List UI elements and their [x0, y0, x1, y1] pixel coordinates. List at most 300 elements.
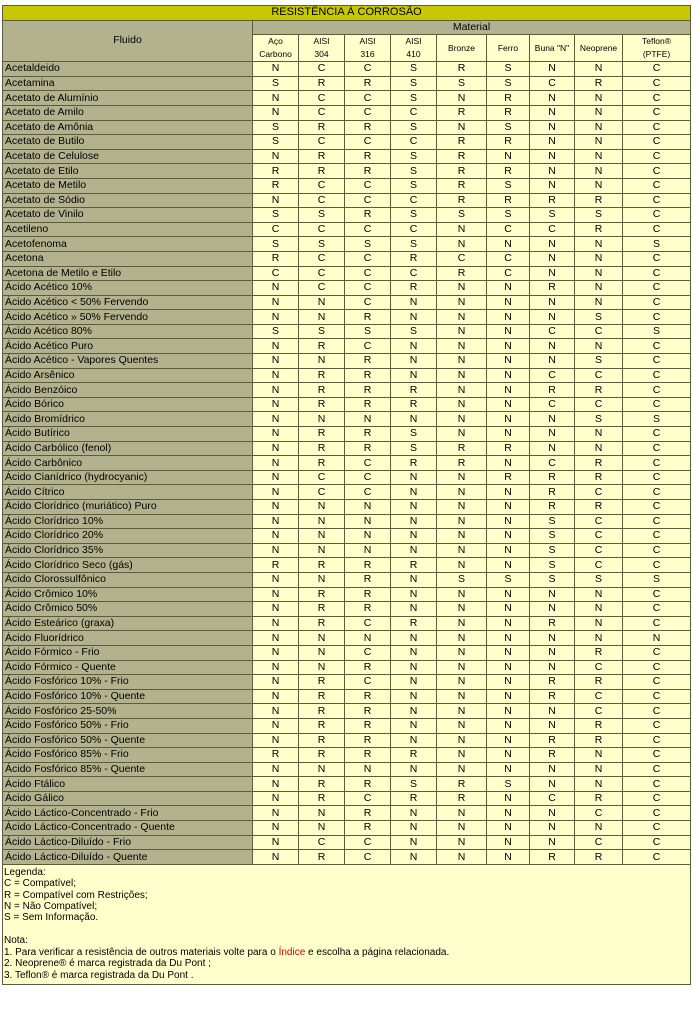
fluid-name: Acetato de Amônia: [3, 120, 253, 135]
corrosion-table: [2, 5, 691, 865]
compatibility-cell: R: [530, 485, 575, 500]
compatibility-cell: N: [530, 821, 575, 836]
table-row: [3, 412, 691, 427]
compatibility-cell: S: [299, 208, 345, 223]
compatibility-cell: N: [575, 149, 623, 164]
compatibility-cell: N: [487, 762, 530, 777]
compatibility-cell: S: [253, 120, 299, 135]
compatibility-cell: R: [299, 602, 345, 617]
compatibility-cell: S: [623, 412, 691, 427]
compatibility-cell: C: [623, 427, 691, 442]
table-row: [3, 733, 691, 748]
compatibility-cell: R: [345, 704, 391, 719]
compatibility-cell: N: [437, 821, 487, 836]
compatibility-cell: C: [299, 835, 345, 850]
compatibility-cell: C: [575, 368, 623, 383]
compatibility-cell: N: [253, 470, 299, 485]
table-row: [3, 572, 691, 587]
compatibility-cell: R: [487, 193, 530, 208]
table-row: [3, 850, 691, 865]
table-row: [3, 631, 691, 646]
compatibility-cell: R: [530, 733, 575, 748]
compatibility-cell: C: [487, 222, 530, 237]
fluid-name: Ácido Benzóico: [3, 383, 253, 398]
compatibility-cell: C: [299, 135, 345, 150]
compatibility-cell: C: [623, 470, 691, 485]
compatibility-cell: R: [575, 718, 623, 733]
compatibility-cell: C: [299, 470, 345, 485]
compatibility-cell: N: [253, 616, 299, 631]
compatibility-cell: N: [437, 689, 487, 704]
table-row: [3, 470, 691, 485]
table-row: [3, 266, 691, 281]
compatibility-cell: C: [623, 660, 691, 675]
compatibility-cell: R: [437, 135, 487, 150]
compatibility-cell: R: [299, 748, 345, 763]
compatibility-cell: N: [487, 295, 530, 310]
table-row: [3, 660, 691, 675]
compatibility-cell: N: [575, 135, 623, 150]
table-row: [3, 310, 691, 325]
legend-item-n: N = Não Compatível;: [4, 901, 98, 913]
table-row: [3, 251, 691, 266]
table-row: [3, 456, 691, 471]
compatibility-cell: R: [575, 456, 623, 471]
compatibility-cell: N: [575, 266, 623, 281]
compatibility-cell: N: [487, 383, 530, 398]
compatibility-cell: S: [623, 237, 691, 252]
compatibility-cell: R: [530, 383, 575, 398]
compatibility-cell: C: [575, 514, 623, 529]
compatibility-cell: R: [299, 558, 345, 573]
table-row: [3, 324, 691, 339]
fluid-name: Acetamina: [3, 76, 253, 91]
compatibility-cell: N: [437, 470, 487, 485]
compatibility-cell: N: [530, 645, 575, 660]
fluid-name: Ácido Crômico 10%: [3, 587, 253, 602]
compatibility-cell: S: [575, 572, 623, 587]
compatibility-cell: R: [530, 500, 575, 515]
compatibility-cell: N: [345, 529, 391, 544]
fluid-name: Ácido Clorídrico (muriático) Puro: [3, 500, 253, 515]
compatibility-cell: C: [623, 645, 691, 660]
compatibility-cell: R: [299, 397, 345, 412]
compatibility-cell: N: [391, 762, 437, 777]
compatibility-cell: C: [391, 266, 437, 281]
compatibility-cell: S: [623, 324, 691, 339]
compatibility-cell: N: [487, 558, 530, 573]
table-row: [3, 397, 691, 412]
compatibility-cell: R: [345, 383, 391, 398]
fluid-name: Ácido Fosfórico 10% - Frio: [3, 675, 253, 690]
compatibility-cell: C: [575, 660, 623, 675]
index-link[interactable]: Índice: [278, 946, 306, 958]
compatibility-cell: C: [253, 222, 299, 237]
table-row: [3, 777, 691, 792]
fluid-name: Ácido Fórmico - Quente: [3, 660, 253, 675]
compatibility-cell: N: [391, 500, 437, 515]
compatibility-cell: R: [391, 281, 437, 296]
compatibility-cell: N: [575, 427, 623, 442]
compatibility-cell: C: [345, 193, 391, 208]
compatibility-cell: C: [623, 62, 691, 77]
column-header-line1: Buna "N": [534, 42, 570, 53]
compatibility-cell: S: [487, 777, 530, 792]
compatibility-cell: N: [253, 777, 299, 792]
compatibility-cell: S: [575, 412, 623, 427]
column-header-line1: AISI: [405, 36, 422, 47]
fluid-name: Ácido Esteárico (graxa): [3, 616, 253, 631]
table-row: [3, 704, 691, 719]
compatibility-cell: N: [299, 572, 345, 587]
compatibility-cell: N: [575, 602, 623, 617]
material-column-header: [345, 35, 391, 62]
compatibility-cell: R: [345, 427, 391, 442]
compatibility-cell: R: [345, 354, 391, 369]
compatibility-cell: C: [345, 791, 391, 806]
compatibility-cell: S: [487, 62, 530, 77]
material-column-header: [530, 35, 575, 62]
compatibility-cell: R: [345, 733, 391, 748]
fluid-name: Ácido Acético Puro: [3, 339, 253, 354]
compatibility-cell: R: [437, 178, 487, 193]
table-row: [3, 718, 691, 733]
compatibility-cell: C: [299, 266, 345, 281]
compatibility-cell: N: [253, 733, 299, 748]
compatibility-cell: N: [575, 587, 623, 602]
table-row: [3, 645, 691, 660]
compatibility-cell: R: [487, 135, 530, 150]
compatibility-cell: R: [437, 105, 487, 120]
compatibility-cell: N: [253, 543, 299, 558]
compatibility-cell: N: [530, 135, 575, 150]
compatibility-cell: N: [530, 105, 575, 120]
compatibility-cell: N: [253, 602, 299, 617]
compatibility-cell: C: [623, 266, 691, 281]
compatibility-cell: C: [623, 733, 691, 748]
compatibility-cell: N: [299, 500, 345, 515]
compatibility-cell: N: [391, 835, 437, 850]
compatibility-cell: C: [487, 266, 530, 281]
compatibility-cell: C: [530, 456, 575, 471]
fluid-name: Ácido Clorídrico 35%: [3, 543, 253, 558]
compatibility-cell: N: [437, 806, 487, 821]
compatibility-cell: N: [391, 514, 437, 529]
compatibility-cell: C: [623, 500, 691, 515]
fluid-name: Ácido Bromídrico: [3, 412, 253, 427]
column-header-line2: 304: [314, 49, 329, 60]
compatibility-cell: C: [530, 368, 575, 383]
compatibility-cell: C: [623, 295, 691, 310]
compatibility-cell: N: [575, 281, 623, 296]
compatibility-cell: C: [623, 120, 691, 135]
compatibility-cell: C: [623, 850, 691, 865]
compatibility-cell: S: [575, 310, 623, 325]
compatibility-cell: N: [391, 704, 437, 719]
compatibility-cell: N: [530, 120, 575, 135]
fluid-name: Ácido Fosfórico 50% - Frio: [3, 718, 253, 733]
compatibility-cell: N: [253, 149, 299, 164]
table-row: [3, 748, 691, 763]
legend-item-c: C = Compatível;: [4, 878, 76, 890]
compatibility-cell: R: [345, 806, 391, 821]
compatibility-cell: N: [575, 91, 623, 106]
compatibility-cell: C: [623, 208, 691, 223]
compatibility-cell: C: [345, 62, 391, 77]
compatibility-cell: C: [623, 777, 691, 792]
compatibility-cell: C: [299, 62, 345, 77]
table-row: [3, 208, 691, 223]
compatibility-cell: C: [623, 178, 691, 193]
compatibility-cell: C: [575, 543, 623, 558]
compatibility-cell: N: [299, 354, 345, 369]
compatibility-cell: N: [253, 193, 299, 208]
compatibility-cell: R: [487, 105, 530, 120]
compatibility-cell: C: [253, 266, 299, 281]
compatibility-cell: R: [299, 76, 345, 91]
compatibility-cell: S: [253, 208, 299, 223]
compatibility-cell: N: [345, 514, 391, 529]
compatibility-cell: R: [299, 120, 345, 135]
fluid-name: Acetato de Amilo: [3, 105, 253, 120]
compatibility-cell: C: [391, 105, 437, 120]
compatibility-cell: N: [530, 354, 575, 369]
compatibility-cell: S: [487, 208, 530, 223]
compatibility-cell: N: [487, 806, 530, 821]
fluid-name: Ácido Fosfórico 85% - Frio: [3, 748, 253, 763]
compatibility-cell: N: [253, 456, 299, 471]
compatibility-cell: N: [487, 514, 530, 529]
compatibility-cell: N: [487, 660, 530, 675]
compatibility-cell: N: [391, 543, 437, 558]
compatibility-cell: S: [391, 120, 437, 135]
compatibility-cell: S: [530, 543, 575, 558]
compatibility-cell: N: [437, 660, 487, 675]
compatibility-cell: N: [437, 427, 487, 442]
compatibility-cell: R: [345, 718, 391, 733]
fluid-name: Ácido Acético 10%: [3, 281, 253, 296]
compatibility-cell: N: [575, 178, 623, 193]
compatibility-cell: S: [391, 208, 437, 223]
compatibility-cell: N: [253, 660, 299, 675]
compatibility-cell: R: [391, 616, 437, 631]
compatibility-cell: N: [487, 281, 530, 296]
compatibility-cell: R: [299, 675, 345, 690]
compatibility-cell: C: [530, 324, 575, 339]
compatibility-cell: N: [437, 324, 487, 339]
compatibility-cell: N: [487, 704, 530, 719]
compatibility-cell: R: [530, 616, 575, 631]
compatibility-cell: R: [345, 587, 391, 602]
legend-item-s: S = Sem Informação.: [4, 912, 99, 924]
compatibility-cell: C: [391, 222, 437, 237]
compatibility-cell: C: [623, 397, 691, 412]
note-3: 3. Teflon® é marca registrada da Du Pont .: [4, 969, 194, 981]
legend-heading: Legenda:: [4, 866, 46, 878]
compatibility-cell: N: [391, 631, 437, 646]
compatibility-cell: S: [623, 572, 691, 587]
fluid-name: Ácido Fosfórico 50% - Quente: [3, 733, 253, 748]
compatibility-cell: N: [575, 762, 623, 777]
compatibility-cell: C: [623, 602, 691, 617]
compatibility-cell: N: [253, 689, 299, 704]
compatibility-cell: S: [299, 324, 345, 339]
compatibility-cell: R: [437, 193, 487, 208]
spacer: [4, 924, 690, 935]
compatibility-cell: R: [299, 689, 345, 704]
table-row: [3, 149, 691, 164]
compatibility-cell: C: [299, 178, 345, 193]
compatibility-cell: N: [437, 310, 487, 325]
compatibility-cell: R: [345, 558, 391, 573]
compatibility-cell: S: [530, 208, 575, 223]
fluid-name: Ácido Cítrico: [3, 485, 253, 500]
compatibility-cell: N: [530, 412, 575, 427]
compatibility-cell: R: [345, 441, 391, 456]
compatibility-cell: C: [345, 485, 391, 500]
column-header-line1: AISI: [313, 36, 330, 47]
compatibility-cell: C: [623, 821, 691, 836]
compatibility-cell: N: [437, 397, 487, 412]
compatibility-cell: N: [530, 266, 575, 281]
fluid-name: Ácido Láctico-Diluído - Frio: [3, 835, 253, 850]
fluid-name: Ácido Fórmico - Frio: [3, 645, 253, 660]
compatibility-cell: S: [437, 76, 487, 91]
compatibility-cell: R: [437, 266, 487, 281]
compatibility-cell: N: [253, 821, 299, 836]
compatibility-cell: R: [391, 748, 437, 763]
compatibility-cell: C: [345, 850, 391, 865]
compatibility-cell: C: [345, 470, 391, 485]
compatibility-cell: S: [391, 324, 437, 339]
compatibility-cell: S: [530, 529, 575, 544]
compatibility-cell: N: [530, 251, 575, 266]
table-row: [3, 529, 691, 544]
compatibility-cell: C: [345, 281, 391, 296]
compatibility-cell: C: [623, 587, 691, 602]
compatibility-cell: R: [299, 587, 345, 602]
table-row: [3, 135, 691, 150]
compatibility-cell: R: [345, 602, 391, 617]
compatibility-cell: R: [345, 120, 391, 135]
compatibility-cell: C: [345, 835, 391, 850]
table-row: [3, 76, 691, 91]
compatibility-cell: N: [437, 339, 487, 354]
compatibility-cell: R: [530, 689, 575, 704]
compatibility-cell: N: [391, 587, 437, 602]
compatibility-cell: N: [391, 718, 437, 733]
fluid-name: Ácido Acético - Vapores Quentes: [3, 354, 253, 369]
compatibility-cell: N: [530, 237, 575, 252]
table-row: [3, 602, 691, 617]
compatibility-cell: C: [299, 105, 345, 120]
compatibility-cell: S: [575, 208, 623, 223]
table-row: [3, 62, 691, 77]
compatibility-cell: R: [253, 164, 299, 179]
compatibility-cell: N: [530, 631, 575, 646]
compatibility-cell: R: [575, 222, 623, 237]
compatibility-cell: C: [575, 689, 623, 704]
compatibility-cell: N: [299, 514, 345, 529]
compatibility-cell: N: [299, 631, 345, 646]
fluid-name: Acetona: [3, 251, 253, 266]
compatibility-cell: N: [253, 791, 299, 806]
fluid-name: Ácido Acético < 50% Fervendo: [3, 295, 253, 310]
table-row: [3, 120, 691, 135]
compatibility-cell: N: [391, 602, 437, 617]
compatibility-cell: R: [345, 76, 391, 91]
compatibility-cell: N: [253, 762, 299, 777]
compatibility-cell: R: [437, 62, 487, 77]
compatibility-cell: C: [345, 178, 391, 193]
compatibility-cell: R: [299, 616, 345, 631]
fluid-name: Acetato de Etilo: [3, 164, 253, 179]
compatibility-cell: N: [391, 368, 437, 383]
compatibility-cell: C: [345, 616, 391, 631]
compatibility-cell: R: [530, 281, 575, 296]
compatibility-cell: N: [437, 704, 487, 719]
compatibility-cell: N: [437, 835, 487, 850]
compatibility-cell: R: [575, 500, 623, 515]
table-row: [3, 558, 691, 573]
compatibility-cell: N: [530, 835, 575, 850]
compatibility-cell: S: [391, 777, 437, 792]
compatibility-cell: N: [530, 91, 575, 106]
compatibility-cell: N: [437, 587, 487, 602]
compatibility-cell: N: [391, 645, 437, 660]
compatibility-cell: N: [487, 324, 530, 339]
compatibility-cell: N: [530, 164, 575, 179]
material-column-header: [437, 35, 487, 62]
compatibility-cell: N: [487, 543, 530, 558]
compatibility-cell: R: [391, 383, 437, 398]
compatibility-cell: N: [487, 733, 530, 748]
compatibility-cell: N: [575, 821, 623, 836]
compatibility-cell: R: [345, 368, 391, 383]
compatibility-cell: C: [623, 354, 691, 369]
column-header-line2: (PTFE): [642, 49, 671, 60]
compatibility-cell: N: [299, 806, 345, 821]
compatibility-cell: N: [530, 149, 575, 164]
compatibility-cell: N: [437, 762, 487, 777]
compatibility-cell: R: [299, 441, 345, 456]
page: [2, 5, 690, 985]
compatibility-cell: N: [391, 295, 437, 310]
table-row: [3, 821, 691, 836]
compatibility-cell: N: [530, 441, 575, 456]
compatibility-cell: C: [575, 704, 623, 719]
compatibility-cell: N: [487, 339, 530, 354]
compatibility-cell: N: [530, 178, 575, 193]
compatibility-cell: N: [253, 105, 299, 120]
compatibility-cell: S: [253, 324, 299, 339]
compatibility-cell: N: [575, 339, 623, 354]
compatibility-cell: R: [345, 149, 391, 164]
compatibility-cell: N: [575, 105, 623, 120]
compatibility-cell: N: [530, 806, 575, 821]
compatibility-cell: S: [345, 324, 391, 339]
material-column-header: [299, 35, 345, 62]
table-row: [3, 178, 691, 193]
compatibility-cell: N: [487, 500, 530, 515]
compatibility-cell: C: [487, 251, 530, 266]
fluid-name: Ácido Fosfórico 85% - Quente: [3, 762, 253, 777]
compatibility-cell: R: [437, 441, 487, 456]
compatibility-cell: N: [299, 529, 345, 544]
table-row: [3, 383, 691, 398]
table-body: [3, 62, 691, 865]
compatibility-cell: C: [299, 281, 345, 296]
